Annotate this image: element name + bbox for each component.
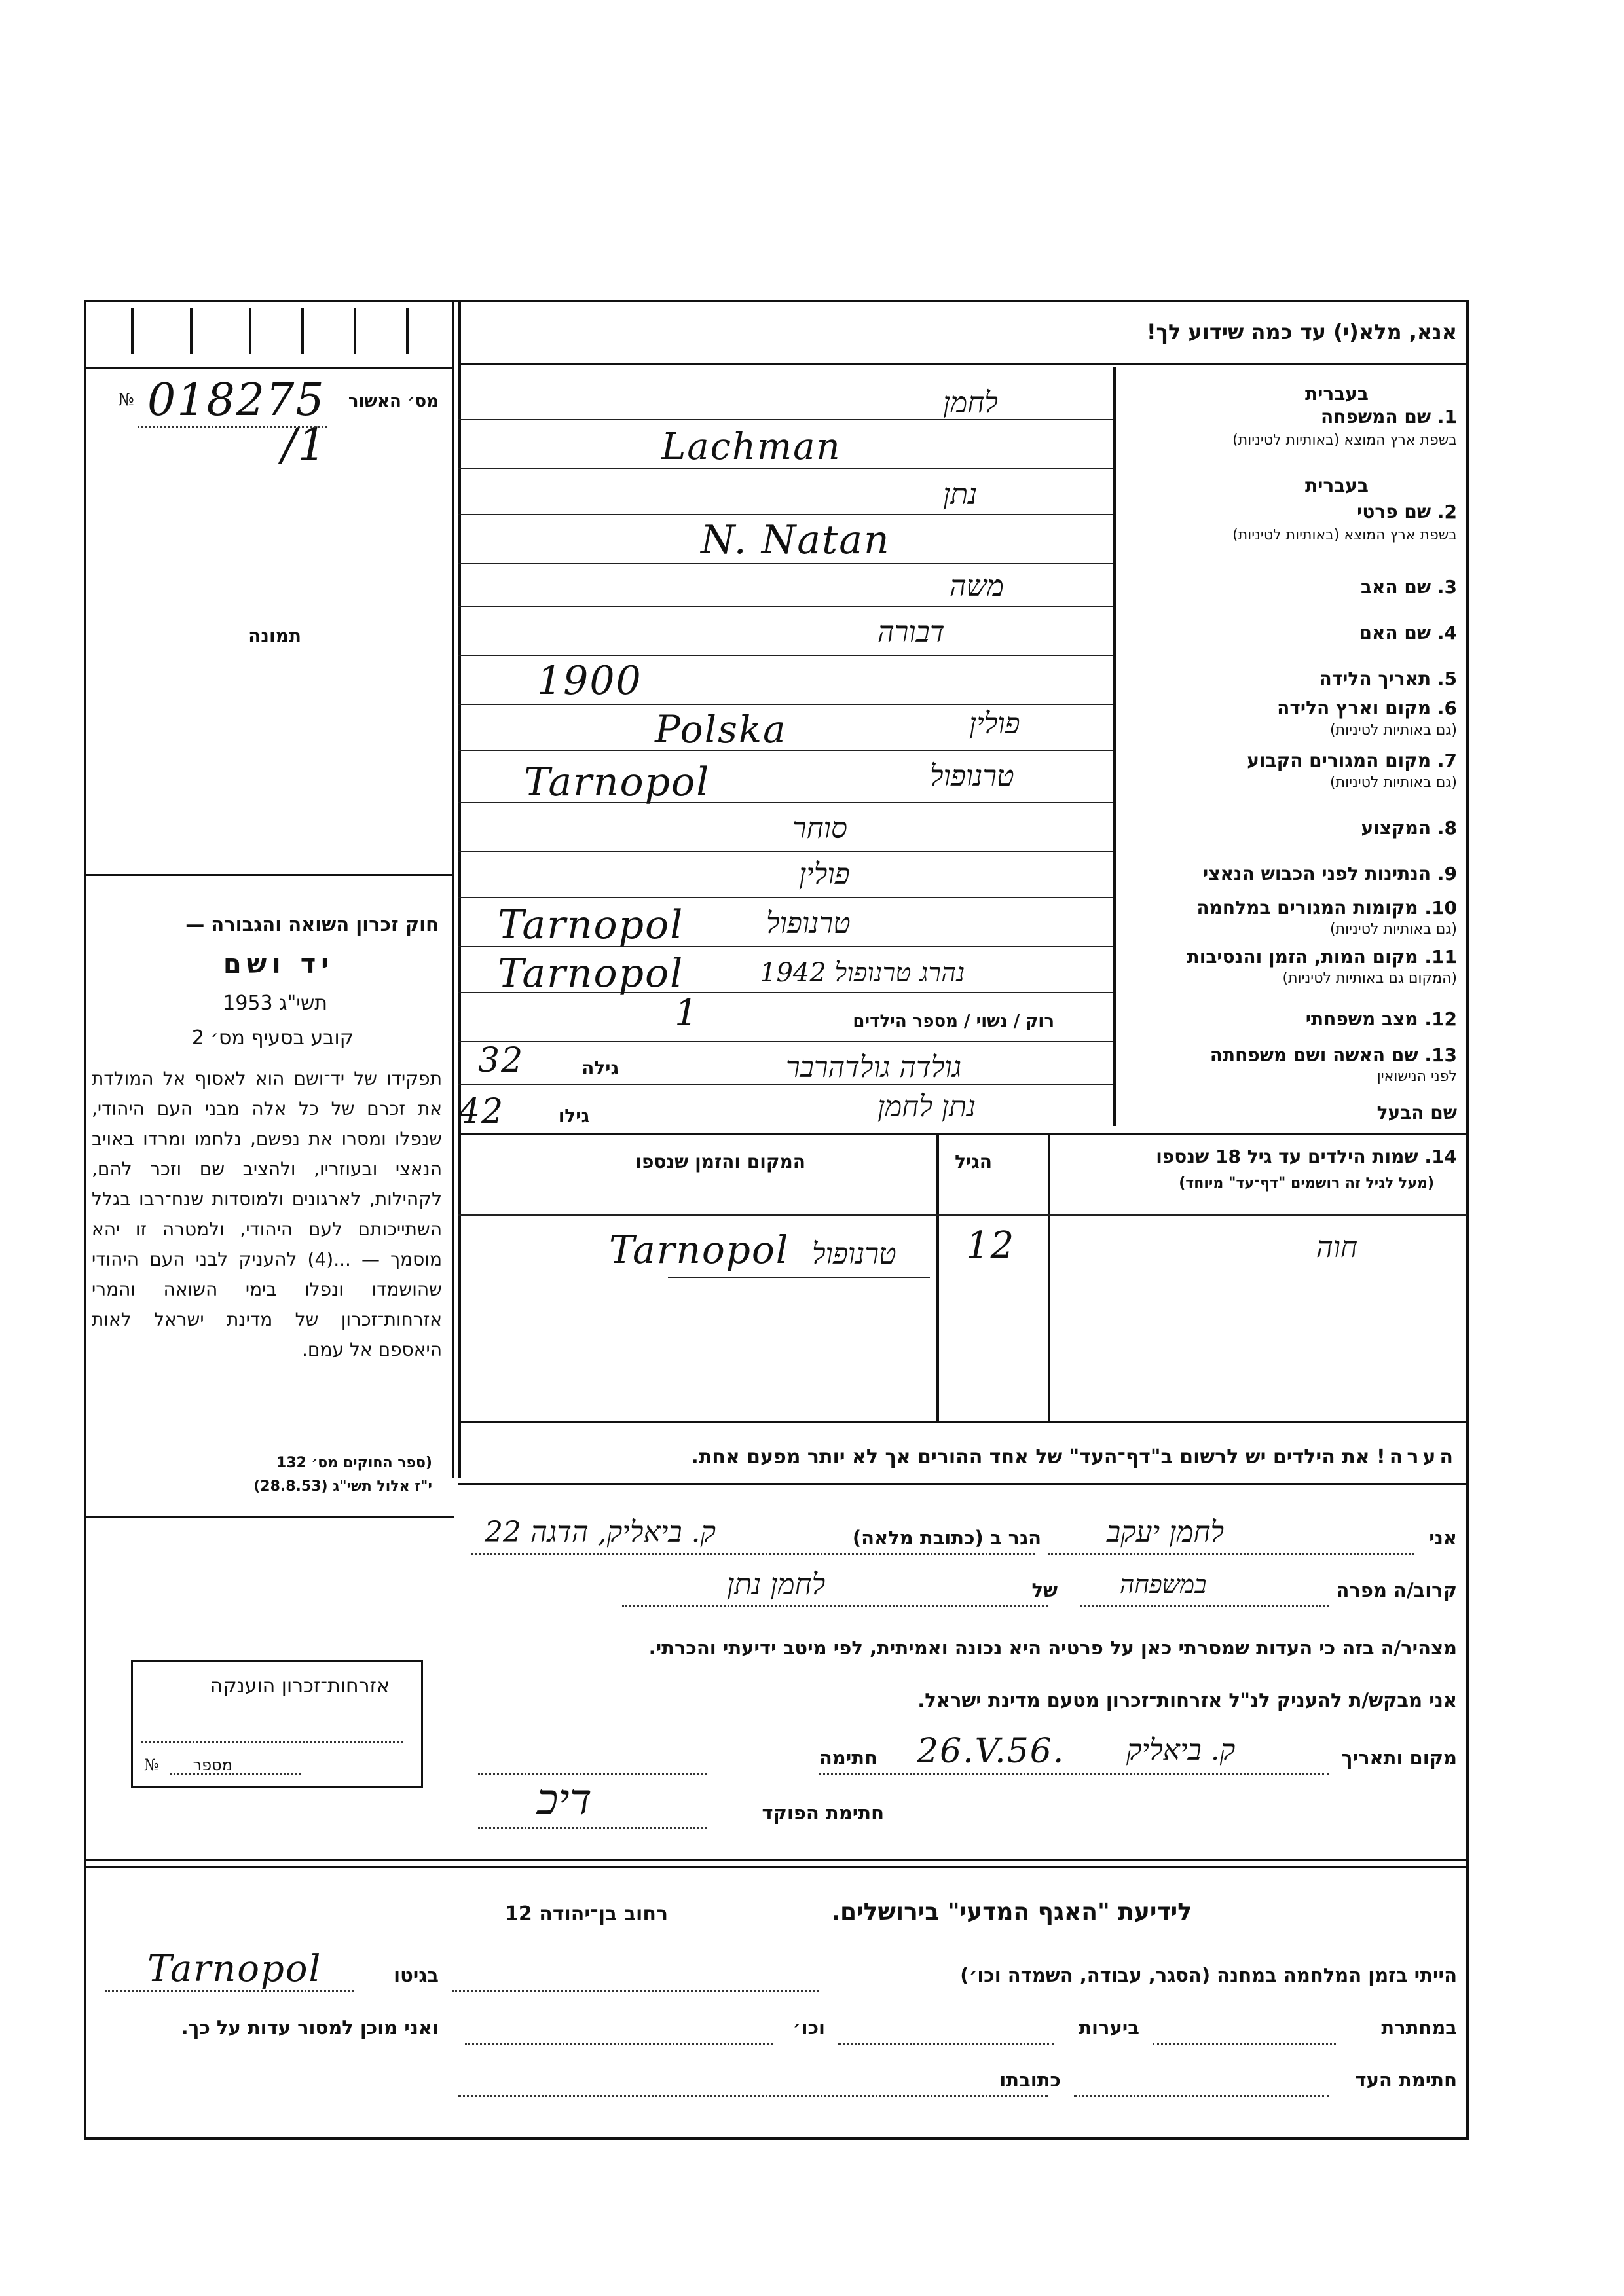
- note-text: את הילדים יש לרשום ב"דף־העד" של אחד ההורים אך לא יותר מפעם אחת.: [691, 1446, 1370, 1468]
- field-8-label: [1361, 817, 1457, 839]
- field-12-label: [1306, 1008, 1457, 1030]
- footer-title: לידיעת "האגף המדעי" בירושלים.: [831, 1899, 1192, 1925]
- footer-line3-dot-a: [1074, 2095, 1329, 2097]
- field-3-label: [1361, 576, 1457, 598]
- field-10-num: 10.: [1424, 897, 1457, 919]
- footer-line3-b: כתובתו: [999, 2069, 1061, 2091]
- registration-number: 018275: [147, 374, 325, 426]
- field-rule: [458, 563, 1113, 564]
- tick-mark: [406, 308, 409, 354]
- field-rule: [458, 1041, 1113, 1042]
- field-9-text: הנתינות לפני הכבוש הנאצי: [1203, 863, 1431, 884]
- decl-line1-b: הגר ב (כתובת מלאה): [852, 1527, 1041, 1549]
- field-2-text: שם פרטי: [1357, 501, 1431, 522]
- tick-mark: [190, 308, 193, 354]
- children-header-rule: [458, 1214, 1467, 1216]
- field-4-text: שם האם: [1359, 622, 1431, 644]
- field-7-latin-value: Tarnopol: [524, 759, 710, 805]
- law-title: חוק זכרון השואה והגבורה —: [185, 913, 439, 936]
- memorial-number-label: מספר: [193, 1756, 232, 1774]
- field-11-latin-value: Tarnopol: [498, 951, 684, 996]
- field-7-hebrew-value: טרנופול: [930, 759, 1014, 793]
- field-6-text: מקום וארץ הלידה: [1277, 697, 1431, 719]
- decl-place-date-label: מקום ותאריך: [1341, 1747, 1457, 1769]
- decl-signature-label: חתימה: [819, 1747, 877, 1769]
- law-source: (ספר החוקים מס׳ 132: [276, 1455, 432, 1471]
- field-7-label: [1247, 750, 1457, 771]
- field-6-hebrew-value: פולין: [969, 707, 1020, 740]
- header-underline: [458, 363, 1467, 365]
- footer-top-rule-2: [84, 1866, 1469, 1868]
- field-2-hebrew-value: נתן: [943, 478, 978, 511]
- note: [691, 1446, 1457, 1468]
- memorial-number-prefix: №: [144, 1756, 159, 1774]
- footer-address: רחוב בן־יהודה 12: [505, 1903, 668, 1925]
- footer-line3-a: חתימת העד: [1355, 2069, 1457, 2091]
- children-header-name: [1156, 1146, 1457, 1167]
- field-4-num: 4.: [1437, 622, 1457, 644]
- field-3-text: שם האב: [1360, 576, 1431, 598]
- field-rule: [458, 704, 1113, 705]
- field-1-num: 1.: [1437, 406, 1457, 428]
- field-10-label: [1196, 897, 1457, 919]
- law-source-date: י"ז אלול תשי"ג (28.8.53): [253, 1478, 432, 1495]
- tick-mark: [131, 308, 134, 354]
- field-10-text: מקומות המגורים במלחמה: [1196, 897, 1418, 919]
- decl-line2-b: של: [1031, 1579, 1058, 1601]
- children-header-place: המקום והזמן שנספו: [635, 1151, 805, 1173]
- field-8-text: המקצוע: [1361, 817, 1431, 839]
- decl-line1-address: ק. ביאליק, הדגה 22: [485, 1516, 716, 1549]
- tick-mark: [301, 308, 304, 354]
- footer-line1-dot-b: [105, 1990, 354, 1992]
- field-5-text: תאריך הלידה: [1319, 668, 1431, 689]
- footer-line2-dot-a: [1153, 2043, 1336, 2045]
- field-13-age: 32: [478, 1041, 525, 1080]
- field-4-label: [1359, 622, 1457, 644]
- field-13-text: שם האשה ושם משפחתה: [1209, 1044, 1418, 1066]
- child-1-age: 12: [966, 1224, 1016, 1267]
- field-3-value: משה: [950, 570, 1005, 603]
- field-11-num: 11.: [1424, 946, 1457, 968]
- field-10-latin-value: Tarnopol: [498, 902, 684, 948]
- footer-ghetto-value: Tarnopol: [147, 1948, 322, 1990]
- field-13-num: 13.: [1424, 1044, 1457, 1066]
- decl-line2-name: לחמן נתן: [727, 1568, 826, 1601]
- decl-place-value: ק. ביאליק: [1126, 1734, 1236, 1767]
- field-6-latin-value: Polska: [655, 707, 787, 752]
- field-7-sub: (גם באותיות לטיניות): [1330, 774, 1457, 791]
- field-4-value: דבורה: [877, 615, 945, 649]
- decl-place-date-dot: [819, 1773, 1329, 1775]
- note-bottom-rule: [458, 1483, 1467, 1485]
- tick-mark: [249, 308, 251, 354]
- field-5-value: 1900: [537, 658, 642, 704]
- decl-line2-rel: במשפחה: [1120, 1570, 1207, 1599]
- field-1-hebrew-value: לחמן: [943, 386, 998, 420]
- decl-line2-dot-name: [622, 1605, 1048, 1607]
- footer-line3-dot-b: [458, 2095, 1048, 2097]
- field-11-label: [1187, 946, 1457, 968]
- decl-line2-a: קרוב/ה מפרה: [1336, 1579, 1457, 1601]
- footer-line2-c: וכו׳: [792, 2016, 825, 2039]
- field-1-latin-value: Lachman: [661, 426, 841, 468]
- child-1-place-hebrew: טרנופול: [812, 1237, 896, 1271]
- children-header-name-text: שמות הילדים עד גיל 18 שנספו: [1156, 1146, 1418, 1167]
- field-rule: [458, 419, 1113, 420]
- field-10-sub: (גם באותיות לטיניות): [1330, 921, 1457, 938]
- law-top-rule: [84, 874, 454, 876]
- decl-line1-dot-name: [1048, 1553, 1414, 1555]
- field-rule: [458, 606, 1113, 607]
- label-column-divider: [1113, 367, 1116, 1126]
- field-13-label: [1210, 1044, 1457, 1066]
- registration-suffix: /1: [282, 419, 328, 471]
- law-clause: קובע בסעיף מס׳ 2: [191, 1027, 354, 1049]
- field-13-sub: לפני הנישואין: [1376, 1068, 1457, 1085]
- children-col-age-left: [936, 1133, 939, 1421]
- footer-top-rule: [84, 1859, 1469, 1861]
- children-header-age: הגיל: [955, 1151, 992, 1173]
- registration-prefix: №: [118, 390, 134, 410]
- registration-box-bottom: [84, 367, 454, 369]
- memorial-dotline: [141, 1741, 403, 1743]
- field-12-num: 12.: [1424, 1008, 1457, 1030]
- field-rule: [458, 655, 1113, 656]
- memorial-number-dotline: [170, 1773, 301, 1775]
- field-2-heb-tag: בעברית: [1304, 475, 1369, 496]
- child-1-name: חוה: [1316, 1231, 1358, 1264]
- children-header-sub: (מעל לגיל זה רושמים "דף־עד" מיוחד): [1179, 1175, 1434, 1192]
- field-9-num: 9.: [1437, 863, 1457, 884]
- field-12-value: רוק / נשוי / מספר הילדים: [853, 1011, 1054, 1031]
- husband-label: שם הבעל: [1376, 1102, 1457, 1123]
- note-top-rule: [458, 1421, 1467, 1423]
- field-13-value: גולדה גולדהרבר: [786, 1051, 962, 1084]
- decl-signature-dot: [478, 1773, 707, 1775]
- field-8-num: 8.: [1437, 817, 1457, 839]
- child-1-place-latin: Tarnopol: [609, 1228, 790, 1272]
- photo-label: תמונה: [248, 625, 301, 647]
- field-rule: [458, 468, 1113, 469]
- header-instruction: אנא, מלא(י) עד כמה שידוע לך!: [1146, 319, 1457, 344]
- field-2-num: 2.: [1437, 501, 1457, 522]
- decl-line1-a: אני: [1429, 1527, 1457, 1549]
- field-9-label: [1203, 863, 1457, 884]
- field-11-text: מקום המות, הזמן והנסיבות: [1187, 946, 1418, 968]
- decl-line4: אני מבקש/ת להעניק לנ"ל אזרחות־זכרון מטעם מדינת ישראל.: [917, 1689, 1457, 1711]
- field-3-num: 3.: [1437, 576, 1457, 598]
- law-text: תפקידו של יד־ושם הוא לאסוף אל המולדת את זכרם של כל אלה מבני העם היהודי, שנפלו ומסרו את נפשם, נלחמו ומרדו באויב הנאצי ובעוזריו, ולהציב שם וזכר להם, לקהילות, לארגונים ולמוסדות שנח־רבו בגלל השתייכותם לעם היהודי, ולמטרה זו יהא מוסמך — ...(4) להעניק לבני העם היהודי שהושמדו ונפלו בימי השואה והמרי אזרחות־זכרון של מדינת ישראל לאות היאספם אל עמם.: [92, 1068, 442, 1360]
- registration-label: מס׳ האשור: [348, 392, 439, 411]
- memorial-box-title: אזרחות־זכרון הוענקה: [210, 1675, 390, 1698]
- field-2-label: [1357, 501, 1457, 522]
- field-rule: [458, 897, 1113, 898]
- footer-line2-d: ואני מוכן למסור עדות על כך.: [181, 2016, 439, 2039]
- registration-dotline: [138, 426, 327, 428]
- footer-line2-dot-c: [465, 2043, 773, 2045]
- decl-officer-label: חתימת הפוקד: [762, 1802, 884, 1824]
- law-name: יד ושם: [223, 949, 334, 979]
- husband-age-label: גילו: [558, 1105, 589, 1127]
- left-column-divider-2: [458, 300, 461, 1478]
- decl-line1-name: לחמן יעקב: [1107, 1516, 1225, 1549]
- decl-date-value: 26.V.56.: [917, 1732, 1065, 1771]
- law-year: תשי"ג 1953: [223, 992, 327, 1015]
- field-12-children: 1: [674, 992, 699, 1034]
- field-12-text: מצב משפחתי: [1305, 1008, 1418, 1030]
- field-1-heb-tag: בעברית: [1304, 383, 1369, 405]
- decl-line1-dot-address: [471, 1553, 1035, 1555]
- footer-line1-b: בגיטו: [394, 1964, 439, 1986]
- decl-line3: מצהיר/ה בזה כי העדות שמסרתי כאן על פרטיה היא נכונה ואמיתית, לפי מיטב ידיעתי והכרתי.: [648, 1637, 1457, 1659]
- field-1-text: שם המשפחה: [1321, 406, 1431, 428]
- field-7-text: מקום המגורים הקבוע: [1247, 750, 1431, 771]
- field-1-label: [1321, 406, 1457, 428]
- field-6-sub: (גם באותיות לטיניות): [1330, 722, 1457, 738]
- footer-line2-a: במחתרת: [1381, 2016, 1457, 2039]
- footer-line1-dot-a: [452, 1990, 819, 1992]
- tick-mark: [354, 308, 356, 354]
- field-11-sub: (המקום גם באותיות לטיניות): [1282, 970, 1457, 987]
- field-2-latin-value: N. Natan: [701, 517, 891, 563]
- field-rule: [458, 514, 1113, 515]
- husband-value: נתן לחמן: [877, 1090, 976, 1123]
- law-bottom-rule: [84, 1516, 454, 1518]
- field-9-value: פולין: [799, 858, 850, 891]
- field-rule: [458, 851, 1113, 852]
- field-6-num: 6.: [1437, 697, 1457, 719]
- footer-line2-b: ביערות: [1079, 2016, 1139, 2039]
- children-num: 14.: [1424, 1146, 1457, 1167]
- field-6-label: [1277, 697, 1457, 719]
- husband-age: 42: [458, 1092, 505, 1131]
- footer-line2-dot-b: [838, 2043, 1054, 2045]
- field-8-value: סוחר: [792, 812, 847, 845]
- field-1-sub: בשפת ארץ המוצא (באותיות לטיניות): [1232, 432, 1457, 448]
- footer-line1-a: הייתי בזמן המלחמה במחנה (הסגר, עבודה, השמדה וכו׳): [960, 1964, 1457, 1986]
- field-5-num: 5.: [1437, 668, 1457, 689]
- left-column-divider: [452, 300, 454, 1478]
- children-row-rule: [668, 1277, 930, 1278]
- decl-officer-dot: [478, 1827, 707, 1829]
- note-label: הערה!: [1376, 1446, 1457, 1468]
- section-rule-14: [458, 1133, 1467, 1135]
- field-11-hebrew-value: נהרג טרנופול 1942: [760, 958, 965, 988]
- children-col-age-right: [1048, 1133, 1050, 1421]
- field-10-hebrew-value: טרנופול: [766, 907, 851, 940]
- decl-officer-sig: דיכ: [537, 1774, 592, 1825]
- field-13-age-label: גילה: [581, 1057, 619, 1079]
- field-5-label: [1319, 668, 1457, 689]
- field-2-sub: בשפת ארץ המוצא (באותיות לטיניות): [1232, 527, 1457, 543]
- field-7-num: 7.: [1437, 750, 1457, 771]
- decl-line2-dot-rel: [1080, 1605, 1329, 1607]
